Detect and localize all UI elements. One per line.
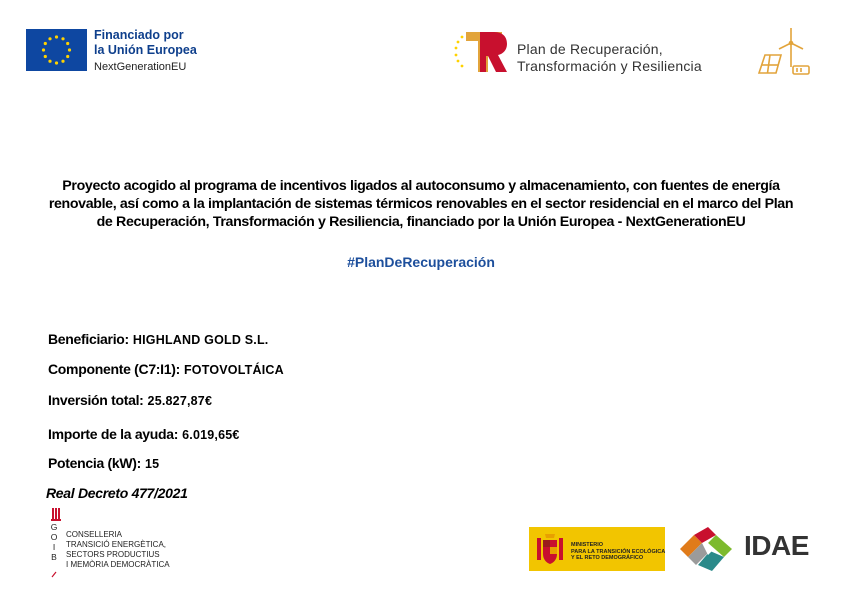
- detail-row-componente: [48, 361, 284, 377]
- ministerio-line: PARA LA TRANSICIÓN ECOLÓGICA: [571, 548, 666, 555]
- detail-value: FOTOVOLTÁICA: [183, 363, 284, 377]
- goib-letter: O: [50, 532, 58, 542]
- detail-label: Potencia (kW):: [48, 455, 142, 471]
- detail-value: 25.827,87€: [147, 394, 213, 408]
- detail-label: Beneficiario:: [48, 331, 129, 347]
- goib-letters: [49, 522, 59, 562]
- eu-line-1: Financiado por: [94, 28, 184, 42]
- detail-label: Inversión total:: [48, 392, 144, 408]
- goib-line: SECTORS PRODUCTIUS: [66, 550, 160, 559]
- goib-letter: I: [52, 542, 56, 552]
- eu-line-3: NextGenerationEU: [94, 61, 187, 73]
- detail-value: HIGHLAND GOLD S.L.: [132, 333, 269, 347]
- detail-label: Importe de la ayuda:: [48, 426, 179, 442]
- goib-line: I MEMÒRIA DEMOCRÀTICA: [66, 560, 170, 569]
- idae-label: IDAE: [744, 530, 809, 561]
- windmill-solar-icon: [757, 25, 813, 77]
- detail-row-inversion: [48, 392, 212, 408]
- decree-reference: Real Decreto 477/2021: [46, 485, 188, 501]
- detail-row-potencia: [48, 455, 159, 471]
- eu-funding-label: [94, 28, 197, 75]
- detail-row-importe: [48, 426, 240, 442]
- goib-label: [66, 530, 170, 570]
- prtr-line-1: Plan de Recuperación,: [517, 41, 663, 57]
- goib-letter: G: [50, 522, 58, 532]
- goib-line: TRANSICIÓ ENERGÈTICA,: [66, 540, 167, 549]
- project-description: Proyecto acogido al programa de incentivos ligados al autoconsumo y almacenamiento, con fuentes de energía renovable, así como a la implantación de sistemas térmicos renovables en el sector residencial en el marco del Plan de Recuperación, Transformación y Resiliencia, financiado por la Unión Europea - NextGenerationEU: [48, 178, 794, 230]
- spain-coat-of-arms-icon: [535, 532, 565, 566]
- prtr-label: [517, 41, 702, 75]
- ministerio-line: MINISTERIO: [571, 542, 604, 548]
- eu-flag-icon: [26, 29, 87, 71]
- ministerio-line: Y EL RETO DEMOGRÁFICO: [571, 555, 644, 561]
- eu-line-2: la Unión Europea: [94, 43, 197, 57]
- idae-logo-icon: [676, 525, 740, 573]
- detail-value: 6.019,65€: [182, 428, 240, 442]
- ministerio-label: [571, 542, 665, 562]
- prtr-line-2: Transformación y Resiliencia: [517, 58, 702, 74]
- hashtag: #PlanDeRecuperación: [347, 254, 495, 270]
- goib-line: CONSELLERIA: [66, 530, 123, 539]
- prtr-logo-icon: [452, 28, 508, 72]
- detail-row-beneficiario: [48, 331, 268, 347]
- detail-label: Componente (C7:I1):: [48, 361, 180, 377]
- detail-value: 15: [145, 457, 160, 471]
- goib-letter: B: [51, 552, 57, 562]
